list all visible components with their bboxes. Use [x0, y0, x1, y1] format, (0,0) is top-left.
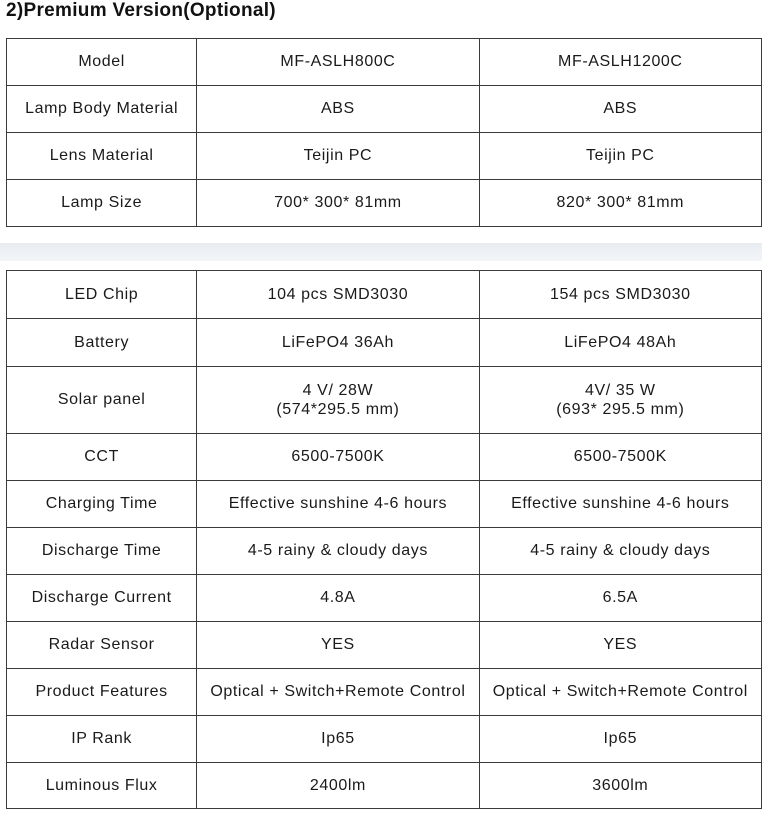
- spec-value: 2400lm: [197, 763, 479, 809]
- spec-value: [197, 367, 479, 434]
- spec-value: 4-5 rainy & cloudy days: [479, 528, 761, 575]
- table-row: [7, 669, 762, 716]
- row-label: IP Rank: [7, 716, 197, 763]
- row-label: Lamp Size: [7, 180, 197, 227]
- table-row: [7, 133, 762, 180]
- spec-value-line: 4V/ 35 W: [585, 382, 656, 399]
- spec-value: [479, 367, 761, 434]
- row-label: LED Chip: [7, 271, 197, 319]
- table-row: [7, 622, 762, 669]
- spec-value: 6500-7500K: [197, 434, 479, 481]
- table-row: [7, 367, 762, 434]
- table-row: [7, 434, 762, 481]
- spec-value: 3600lm: [479, 763, 761, 809]
- table-row: [7, 319, 762, 367]
- row-label: Model: [7, 39, 197, 86]
- spec-value: 700* 300* 81mm: [197, 180, 479, 227]
- row-label: Discharge Time: [7, 528, 197, 575]
- spec-value: 104 pcs SMD3030: [197, 271, 479, 319]
- row-label: Luminous Flux: [7, 763, 197, 809]
- spec-value: 4.8A: [197, 575, 479, 622]
- table-row: [7, 180, 762, 227]
- spec-value-line: 4 V/ 28W: [302, 382, 374, 399]
- table-row: [7, 86, 762, 133]
- row-label: Battery: [7, 319, 197, 367]
- spec-value: 820* 300* 81mm: [479, 180, 761, 227]
- row-label: CCT: [7, 434, 197, 481]
- spec-value: Ip65: [197, 716, 479, 763]
- section-heading: 2)Premium Version(Optional): [6, 0, 276, 21]
- spec-value: YES: [197, 622, 479, 669]
- spec-value: LiFePO4 48Ah: [479, 319, 761, 367]
- spec-value-line: (693* 295.5 mm): [556, 401, 685, 418]
- row-label: Discharge Current: [7, 575, 197, 622]
- spec-value: Effective sunshine 4-6 hours: [197, 481, 479, 528]
- spec-value-line: (574*295.5 mm): [276, 401, 400, 418]
- spec-value: Effective sunshine 4-6 hours: [479, 481, 761, 528]
- spec-value: Ip65: [479, 716, 761, 763]
- table-row: [7, 271, 762, 319]
- table-row: [7, 716, 762, 763]
- spec-value: Teijin PC: [479, 133, 761, 180]
- spec-value: ABS: [197, 86, 479, 133]
- table-row: [7, 763, 762, 809]
- spec-value: MF-ASLH1200C: [479, 39, 761, 86]
- spec-value: ABS: [479, 86, 761, 133]
- table-row: [7, 528, 762, 575]
- row-label: Lamp Body Material: [7, 86, 197, 133]
- table-row: [7, 575, 762, 622]
- spec-value: 6500-7500K: [479, 434, 761, 481]
- spec-value: Teijin PC: [197, 133, 479, 180]
- spec-value: 6.5A: [479, 575, 761, 622]
- row-label: Solar panel: [7, 367, 197, 434]
- row-label: Radar Sensor: [7, 622, 197, 669]
- spec-table-basic: [6, 38, 762, 227]
- spec-value: 4-5 rainy & cloudy days: [197, 528, 479, 575]
- spec-value: YES: [479, 622, 761, 669]
- spec-value: 154 pcs SMD3030: [479, 271, 761, 319]
- table-row: [7, 481, 762, 528]
- row-label: Charging Time: [7, 481, 197, 528]
- row-label: Product Features: [7, 669, 197, 716]
- spec-value: MF-ASLH800C: [197, 39, 479, 86]
- table-row: [7, 39, 762, 86]
- spec-value: Optical + Switch+Remote Control: [479, 669, 761, 716]
- row-label: Lens Material: [7, 133, 197, 180]
- spec-table-performance: [6, 270, 762, 809]
- spec-value: LiFePO4 36Ah: [197, 319, 479, 367]
- spec-value: Optical + Switch+Remote Control: [197, 669, 479, 716]
- section-divider: [0, 243, 762, 261]
